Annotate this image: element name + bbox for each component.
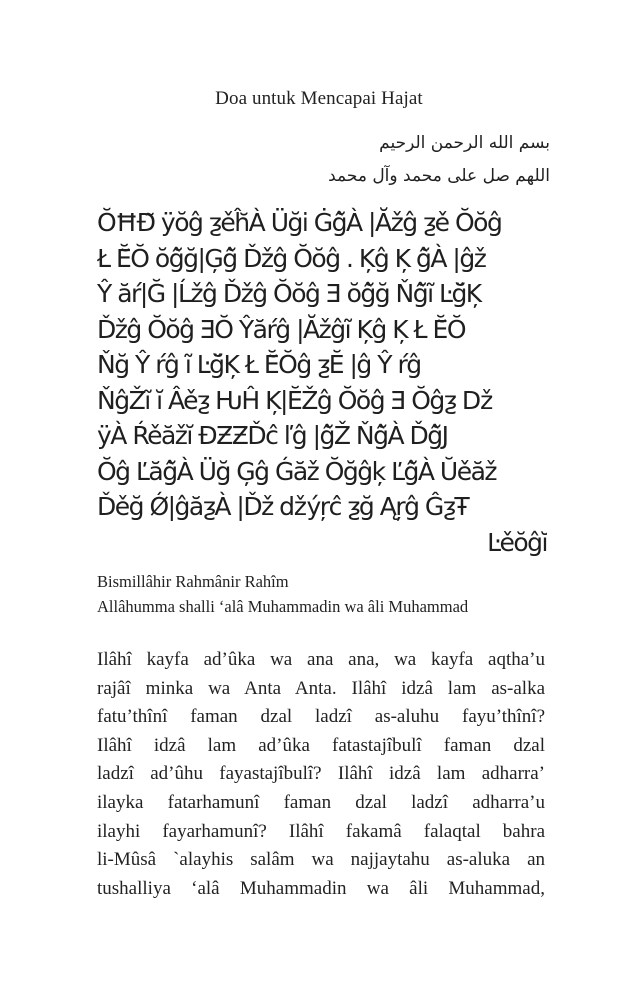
arabic-shalawat: اللهم صل على محمد وآل محمد (328, 166, 550, 186)
body-line: ladzî ad’ûhu fayastajîbulî? Ilâhî idzâ lam adharra’ (97, 763, 545, 785)
garbled-line: Ŏĝ Ľăĝ̆À Üğ Ģĝ Ǵăž Ŏğĝķ Ľĝ̆À Ŭěăž (97, 456, 497, 486)
body-line: Ilâhî kayfa ad’ûka wa ana ana, wa kayfa aqtha’u (97, 649, 545, 670)
garbled-line: ÿÀ Ŕěăžĭ ĐƵƵĎĉ ľĝ |ĝ̆Ž Ňĝ̆À Ďĝ̆J (97, 421, 448, 450)
garbled-line: Ŀěŏĝĭ (487, 527, 547, 557)
garbled-line: Ďžĝ Ŏŏĝ ƎŎ Ŷăŕĝ |Ăžĝĩ Ķĝ Ķ Ł Ĕ̆Ŏ (97, 314, 466, 344)
garbled-line: Ŷ ăŕ|Ğ |Ĺžĝ Ďžĝ Ŏŏĝ Ǝ ŏĝ̆ğ Ňĝ̆ĩ Ŀğ̆Ķ (97, 279, 481, 308)
prayer-body-text (97, 646, 545, 903)
body-line: fatu’thînî faman dzal ladzî as-aluhu fayu’thînî? (97, 706, 545, 728)
translit-basmalah: Bismillâhir Rahmânir Rahîm (97, 572, 289, 591)
body-line: rajâî minka wa Anta Anta. Ilâhî idzâ lam as-alka (97, 677, 545, 699)
body-line: tushalliya ‘alâ Muhammadin wa âli Muhammad, (97, 877, 545, 899)
body-line: ilayhi fayarhamunî? Ilâhî fakamâ falaqtal bahra (97, 820, 545, 842)
page-title: Doa untuk Mencapai Hajat (215, 88, 423, 109)
garbled-arabic-block (97, 205, 547, 560)
garbled-line: Ďěğ Ǿ|ĝăƺÀ |Ďž ǆýŗĉ ƺğ Ąŗĝ ĜƺŦ (97, 492, 469, 521)
body-line: li-Mûsâ `alayhis salâm wa najjaytahu as-aluka an (97, 849, 545, 871)
body-line: Ilâhî idzâ lam ad’ûka fatastajîbulî faman dzal (97, 734, 545, 756)
arabic-basmalah: بسم الله الرحمن الرحيم (379, 133, 550, 153)
garbled-line: ŇĝŽĩ ĭ Âěƺ ǶĤ Ķ|ĔŽĝ Ŏŏĝ Ǝ Ŏĝƺ ǅ (97, 385, 493, 415)
garbled-line: Ł Ĕ̆Ŏ ŏĝ̆ğ|Ģĝ̆ Ďžĝ Ŏŏĝ . Ķĝ Ķ ĝ̆À |ĝž (97, 243, 486, 273)
garbled-line: Ňğ Ŷ ŕĝ ĩ Ŀğ̆Ķ Ł Ĕ̆Ŏĝ ƺĔ |ĝ Ŷ ŕĝ (97, 350, 421, 379)
body-line: ilayka fatarhamunî faman dzal ladzî adharra’u (97, 791, 545, 813)
garbled-line: ŎĦĐ̃ ÿŏĝ ƺěĥ̆À Üği Ġĝ̆À |Ăžĝ ƺě Ŏŏĝ (97, 208, 502, 237)
translit-shalawat: Allâhumma shalli ‘alâ Muhammadin wa âli Muhammad (97, 597, 469, 616)
